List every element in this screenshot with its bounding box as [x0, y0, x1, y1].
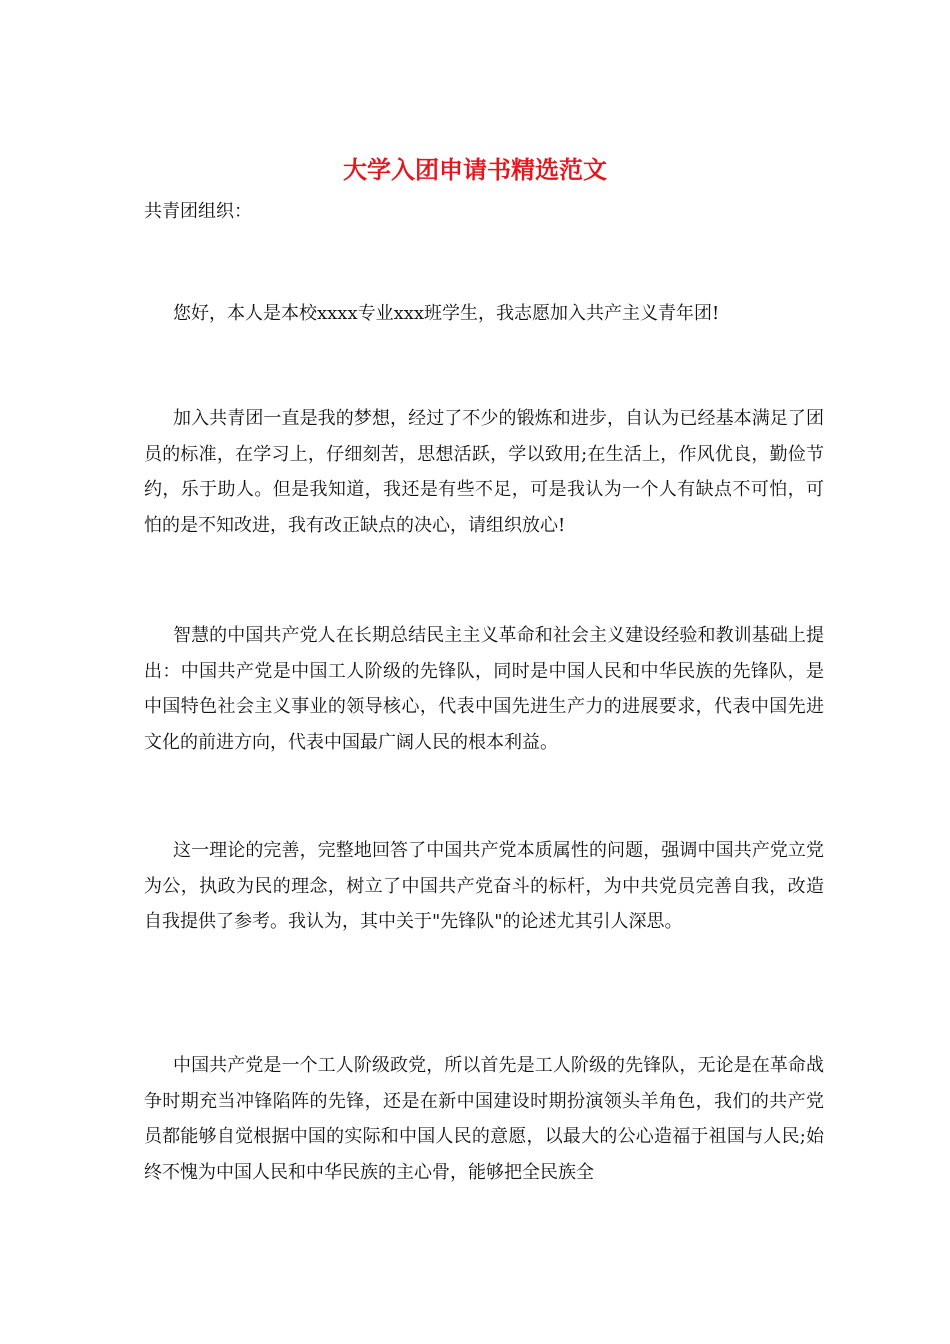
paragraph-3: 智慧的中国共产党人在长期总结民主主义革命和社会主义建设经验和教训基础上提出：中国共产党是中国工人阶级的先锋队，同时是中国人民和中华民族的先锋队，是中国特色社会主义事业的领导核心，代表中国先进生产力的进展要求，代表中国先进文化的前进方向，代表中国最广阔人民的根本利益。 [144, 625, 824, 753]
document-title: 大学入团申请书精选范文 [343, 156, 607, 184]
paragraph-5: 中国共产党是一个工人阶级政党，所以首先是工人阶级的先锋队，无论是在革命战争时期充当冲锋陷阵的先锋，还是在新中国建设时期扮演领头羊角色，我们的共产党员都能够自觉根据中国的实际和中国人民的意愿，以最大的公心造福于祖国与人民;始终不愧为中国人民和中华民族的主心骨，能够把全民族全 [144, 1055, 824, 1183]
paragraph-4: 这一理论的完善，完整地回答了中国共产党本质属性的问题，强调中国共产党立党为公，执政为民的理念，树立了中国共产党奋斗的标杆，为中共党员完善自我，改造自我提供了参考。我认为，其中关于"先锋队"的论述尤其引人深思。 [144, 840, 824, 932]
salutation: 共青团组织： [144, 201, 252, 222]
paragraph-2: 加入共青团一直是我的梦想，经过了不少的锻炼和进步，自认为已经基本满足了团员的标准，在学习上，仔细刻苦，思想活跃，学以致用;在生活上，作风优良，勤俭节约，乐于助人。但是我知道，我还是有些不足，可是我认为一个人有缺点不可怕，可怕的是不知改进，我有改正缺点的决心，请组织放心! [144, 408, 824, 536]
paragraph-1: 您好，本人是本校xxxx专业xxx班学生，我志愿加入共产主义青年团! [173, 303, 720, 324]
